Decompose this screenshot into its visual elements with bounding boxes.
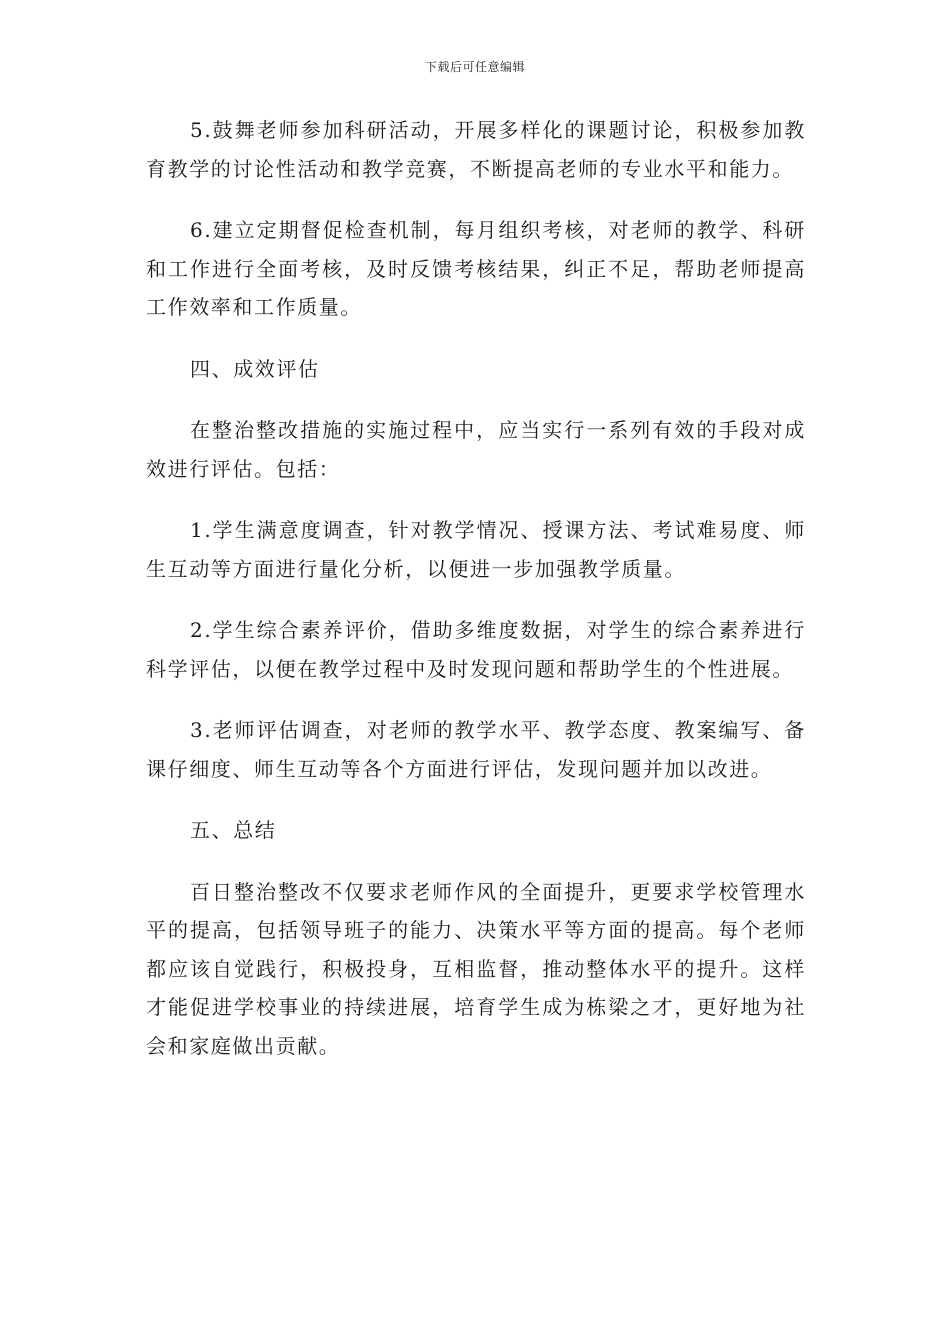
page-header: 下载后可任意编辑 <box>424 60 525 74</box>
paragraph-eval-item-1: 1.学生满意度调查，针对教学情况、授课方法、考试难易度、师生互动等方面进行量化分析，以便进一步加强教学质量。 <box>146 518 806 581</box>
paragraph-summary: 百日整治整改不仅要求老师作风的全面提升，更要求学校管理水平的提高，包括领导班子的能力、决策水平等方面的提高。每个老师都应该自觉践行，积极投身，互相监督，推动整体水平的提升。这样才能促进学校事业的持续进展，培育学生成为栋梁之才，更好地为社会和家庭做出贡献。 <box>146 879 806 1058</box>
paragraph-item-6: 6.建立定期督促检查机制，每月组织考核，对老师的教学、科研和工作进行全面考核，及时反馈考核结果，纠正不足，帮助老师提高工作效率和工作质量。 <box>146 218 806 319</box>
paragraph-evaluation-intro: 在整治整改措施的实施过程中，应当实行一系列有效的手段对成效进行评估。包括： <box>146 418 806 481</box>
section-heading-evaluation: 四、成效评估 <box>190 356 320 381</box>
paragraph-eval-item-2: 2.学生综合素养评价，借助多维度数据，对学生的综合素养进行科学评估，以便在教学过程中及时发现问题和帮助学生的个性进展。 <box>146 618 806 681</box>
paragraph-eval-item-3: 3.老师评估调查，对老师的教学水平、教学态度、教案编写、备课仔细度、师生互动等各个方面进行评估，发现问题并加以改进。 <box>146 718 806 781</box>
section-heading-summary: 五、总结 <box>190 818 277 842</box>
paragraph-item-5: 5.鼓舞老师参加科研活动，开展多样化的课题讨论，积极参加教育教学的讨论性活动和教学竞赛，不断提高老师的专业水平和能力。 <box>146 118 806 181</box>
document-body <box>146 111 806 1065</box>
